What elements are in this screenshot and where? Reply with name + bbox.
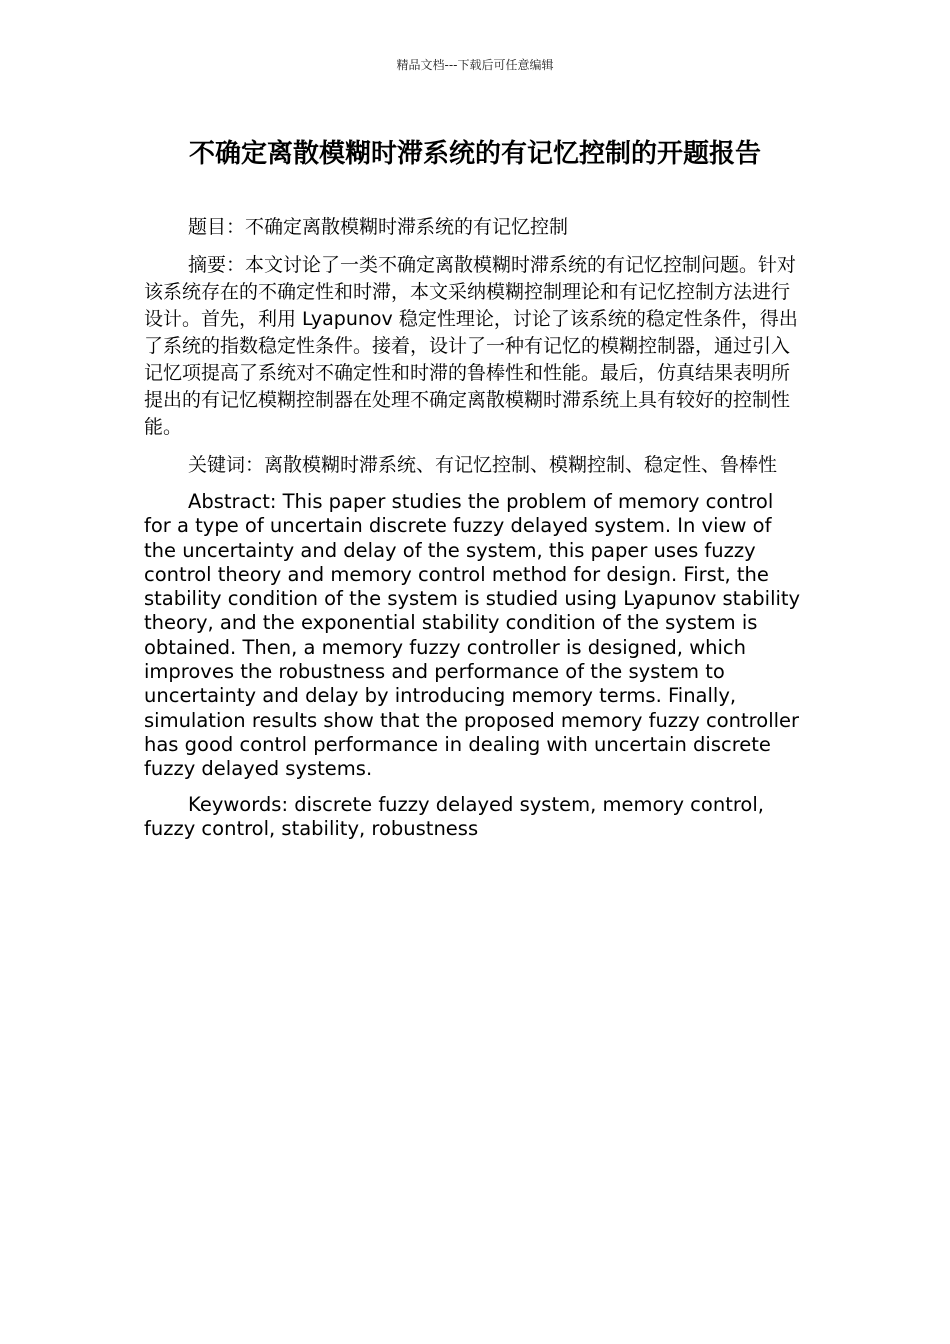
document-body — [144, 214, 806, 852]
topic-paragraph — [144, 214, 806, 241]
abstract-cn-paragraph — [144, 252, 806, 441]
abstract-en-paragraph — [144, 490, 806, 782]
header-note: 精品文档---下载后可任意编辑 — [396, 58, 554, 72]
keywords-cn-text: 离散模糊时滞系统、有记忆控制、模糊控制、稳定性、鲁棒性 — [264, 454, 778, 476]
abstract-en-text: This paper studies the problem of memory control for a type of uncertain discrete fuzzy delayed system. In view of the uncertainty and delay of the system, this paper uses fuzzy control theory and memory control method for design. First, the stability condition of the system is studied using Lyapunov stability theory, and the exponential stability condition of the system is obtained. Then, a memory fuzzy controller is designed, which improves the robustness and performance of the system to uncertainty and delay by introducing memory terms. Finally, simulation results show that the proposed memory fuzzy controller has good control performance in dealing with uncertain discrete fuzzy delayed systems. — [144, 490, 801, 781]
keywords-en-paragraph — [144, 793, 806, 842]
topic-text: 不确定离散模糊时滞系统的有记忆控制 — [245, 216, 569, 238]
abstract-cn-label: 摘要： — [188, 254, 246, 276]
keywords-en-text: discrete fuzzy delayed system, memory control, fuzzy control, stability, robustness — [144, 792, 764, 840]
keywords-en-label: Keywords: — [188, 792, 295, 816]
document-title: 不确定离散模糊时滞系统的有记忆控制的开题报告 — [188, 139, 761, 169]
keywords-cn-label: 关键词： — [188, 454, 265, 476]
keywords-cn-paragraph — [144, 452, 806, 479]
abstract-cn-text: 本文讨论了一类不确定离散模糊时滞系统的有记忆控制问题。针对该系统存在的不确定性和时滞，本文采纳模糊控制理论和有记忆控制方法进行设计。首先，利用 Lyapunov 稳定性理论，讨论了该系统的稳定性条件，得出了系统的指数稳定性条件。接着，设计了一种有记忆的模糊控制器，通过引入记忆项提高了系统对不确定性和时滞的鲁棒性和性能。最后，仿真结果表明所提出的有记忆模糊控制器在处理不确定离散模糊时滞系统上具有较好的控制性能。 — [144, 254, 798, 438]
topic-label: 题目： — [188, 216, 246, 238]
abstract-en-label: Abstract: — [188, 490, 283, 513]
